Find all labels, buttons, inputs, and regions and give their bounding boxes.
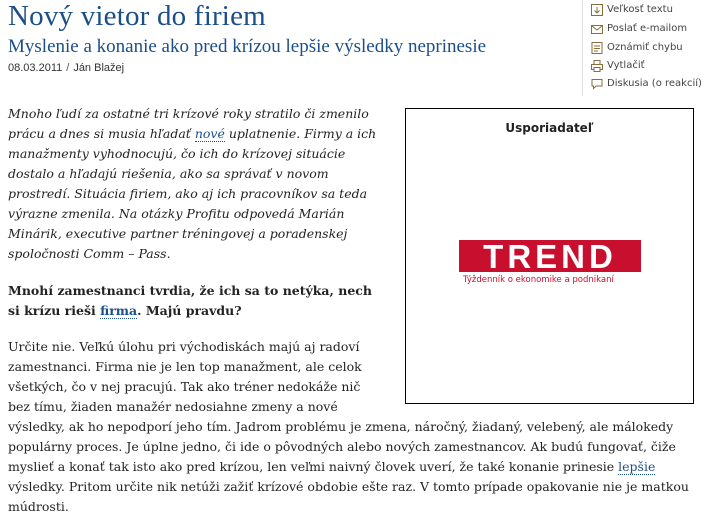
envelope-icon <box>591 23 603 35</box>
keyword-link-nove[interactable]: nové <box>194 126 225 141</box>
keyword-link-firma[interactable]: firma <box>100 303 138 318</box>
lead-text-2: uplatnenie. Firmy a ich manažmenty vyhodnocujú, čo ich do krízovej situácie dostalo a hľadajú riešenia, ako sa správať v novom prostredí. Situácia firiem, ako aj ich pracovníkov sa teda výrazne zmenila. Na otázky Profitu odpovedá Marián Minárik, executive partner tréningovej a poradenskej spoločnosti Comm – Pass. <box>8 126 377 261</box>
keyword-link-lepsie[interactable]: lepšie <box>618 459 656 474</box>
discussion-label: Diskusia (o reakcií) <box>607 78 702 89</box>
byline <box>8 62 124 74</box>
ad-label: Usporiadateľ <box>505 121 594 135</box>
answer-text-1: Určite nie. Veľkú úlohu pri východiskách majú aj radoví zamestnanci. Firma nie je len top manažment, ale celok všetkých, čo v nej pracujú. Tak ako tréner nedokáže nič bez tímu, žiaden manažér nedosiahne zmeny a nové výsledky, ak ho nepodporí jeho tím. Jadrom problému je zmena, náročný, žiadaný, velebený, ale málokedy populárny proces. Je úplne jedno, či ide o pôvodných alebo nových zamestnancov. Ak budú fungovať, čiže myslieť a konať tak isto ako pred krízou, len veľmi naivný človek uverí, že také konanie prinesie <box>8 339 676 474</box>
article-body <box>8 104 708 517</box>
lead-text-1: Mnoho ľudí za ostatné tri krízové roky stratilo či zmenilo prácu a dnes si musia hľadať <box>8 106 369 141</box>
article-subtitle: Myslenie a konanie ako pred krízou lepšie výsledky neprinesie <box>8 36 487 57</box>
email-label: Poslať e-mailom <box>607 23 688 34</box>
font-size-icon <box>591 4 603 16</box>
question-text-2: . Majú pravdu? <box>137 303 242 318</box>
byline-separator: / <box>66 62 70 74</box>
article-tools <box>582 0 710 96</box>
report-error-label: Oznámiť chybu <box>607 42 683 53</box>
speech-bubble-icon <box>591 78 603 90</box>
font-size-label: Veľkosť textu <box>607 4 673 15</box>
publish-date: 08.03.2011 <box>8 62 63 74</box>
trend-logo-text: TREND <box>483 240 617 275</box>
organizer-ad[interactable] <box>405 108 694 404</box>
print-label: Vytlačiť <box>607 60 645 71</box>
author-name: Ján Blažej <box>73 62 125 74</box>
article-title: Nový vietor do firiem <box>8 0 266 32</box>
question-text-1: Mnohí zamestnanci tvrdia, že ich sa to netýka, nech si krízu rieši <box>8 283 372 318</box>
trend-logo[interactable] <box>459 240 641 284</box>
printer-icon <box>591 60 603 72</box>
report-error-icon <box>591 42 603 54</box>
answer-text-2: výsledky. Pritom určite nik netúži zažiť krízové obdobie ešte raz. V tomto prípade opakovanie nie je matkou múdrosti. <box>8 479 689 514</box>
trend-logo-tagline: Týždenník o ekonomike a podnikaní <box>463 275 614 284</box>
